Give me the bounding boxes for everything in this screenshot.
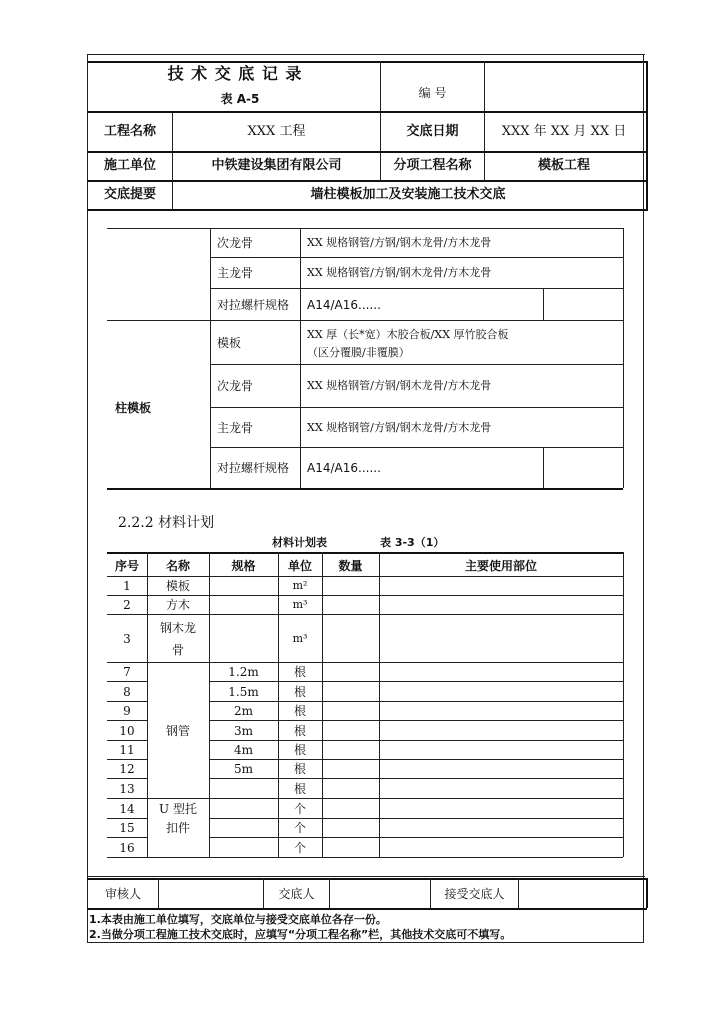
reviewer-label: 审核人 — [104, 887, 141, 901]
material-name: U 型托 — [159, 801, 197, 816]
row-number: 13 — [119, 781, 135, 796]
spec-value: XX 规格钢管/方钢/钢木龙骨/方木龙骨 — [307, 266, 492, 279]
spec-value: XX 规格钢管/方钢/钢木龙骨/方木龙骨 — [307, 420, 492, 434]
material-unit: m² — [292, 579, 308, 592]
spec-value — [307, 326, 623, 362]
spec-value: A14/A16...... — [307, 297, 381, 312]
material-spec: 3m — [233, 723, 253, 738]
spec-value-line: （区分覆膜/非覆膜） — [307, 346, 410, 359]
section-heading: 2.2.2 材料计划 — [118, 515, 215, 531]
material-unit: 根 — [293, 723, 306, 738]
row-number: 9 — [123, 704, 131, 718]
row-number: 1 — [123, 579, 131, 593]
material-unit: 根 — [293, 781, 306, 796]
column-header: 数量 — [338, 558, 363, 573]
material-name-line: 钢木龙 — [159, 621, 196, 635]
material-table-caption: 材料计划表 — [272, 536, 327, 549]
column-header: 规格 — [231, 558, 256, 573]
material-unit: 根 — [293, 704, 306, 718]
number-value — [485, 62, 643, 111]
spec-value: A14/A16...... — [307, 461, 381, 475]
document-title: 技 术 交 底 记 录 — [167, 64, 303, 83]
row-number: 16 — [119, 840, 135, 855]
material-unit: 根 — [293, 743, 306, 757]
material-name: 模板 — [165, 579, 190, 593]
spec-item: 对拉螺杆规格 — [217, 297, 290, 312]
date-value: XXX 年 XX 月 XX 日 — [501, 123, 627, 139]
row-number: 10 — [119, 723, 135, 738]
note-2: 2.当做分项工程施工技术交底时，应填写“分项工程名称”栏，其他技术交底可不填写。 — [89, 928, 512, 941]
row-number: 14 — [119, 801, 135, 816]
column-header: 主要使用部位 — [464, 558, 537, 573]
material-unit: 个 — [293, 821, 306, 835]
unit-label: 施工单位 — [103, 158, 156, 173]
material-unit: m³ — [292, 598, 308, 611]
material-spec: 2m — [233, 704, 253, 718]
receiver-signature[interactable] — [519, 880, 643, 908]
discloser-label: 交底人 — [278, 887, 315, 901]
material-spec: 4m — [233, 743, 253, 757]
column-header: 单位 — [287, 558, 312, 573]
form-number: 表 A-5 — [220, 92, 260, 106]
date-label: 交底日期 — [406, 123, 459, 139]
column-header: 序号 — [114, 558, 139, 573]
material-spec: 1.2m — [228, 665, 259, 679]
column-header: 名称 — [165, 558, 190, 573]
row-number: 2 — [123, 598, 131, 612]
spec-value-line: XX 厚（长*宽）木胶合板/XX 厚竹胶合板 — [307, 328, 509, 341]
row-number: 8 — [123, 684, 131, 699]
summary-value: 墙柱模板加工及安装施工技术交底 — [310, 187, 506, 202]
spec-item: 模板 — [217, 335, 242, 350]
spec-item: 次龙骨 — [217, 236, 254, 250]
spec-value: XX 规格钢管/方钢/钢木龙骨/方木龙骨 — [307, 236, 492, 249]
spec-item: 次龙骨 — [217, 379, 254, 393]
discloser-signature[interactable] — [330, 880, 430, 908]
material-unit: 根 — [293, 684, 306, 699]
material-table-number: 表 3-3（1） — [380, 536, 445, 549]
material-name: 钢管 — [165, 723, 190, 738]
row-number: 11 — [119, 743, 135, 757]
material-spec: 5m — [233, 762, 253, 776]
number-label: 编 号 — [418, 86, 447, 100]
project-name-label: 工程名称 — [103, 123, 156, 139]
material-spec: 1.5m — [228, 684, 259, 699]
material-name: 方木 — [165, 598, 190, 612]
spec-item: 主龙骨 — [217, 266, 254, 280]
summary-label: 交底提要 — [103, 187, 156, 202]
material-unit: 个 — [293, 840, 306, 855]
row-number: 3 — [123, 631, 131, 646]
material-name-line: 骨 — [171, 643, 184, 657]
row-number: 12 — [119, 762, 135, 776]
spec-value: XX 规格钢管/方钢/钢木龙骨/方木龙骨 — [307, 379, 492, 392]
material-unit: 根 — [293, 665, 306, 679]
sub-project-value: 模板工程 — [537, 158, 590, 173]
material-unit: m³ — [292, 631, 308, 645]
reviewer-signature[interactable] — [159, 880, 263, 908]
row-number: 15 — [119, 821, 135, 835]
row-number: 7 — [123, 665, 131, 679]
material-unit: 个 — [293, 801, 306, 816]
note-1: 1.本表由施工单位填写，交底单位与接受交底单位各存一份。 — [89, 913, 387, 926]
unit-value: 中铁建设集团有限公司 — [211, 158, 342, 173]
material-unit: 根 — [293, 762, 306, 776]
material-name — [147, 617, 209, 661]
material-name: 扣件 — [165, 821, 190, 835]
spec-item: 主龙骨 — [217, 420, 254, 435]
spec-group-label: 柱模板 — [114, 401, 151, 415]
project-name-value: XXX 工程 — [247, 123, 306, 139]
spec-item: 对拉螺杆规格 — [217, 461, 290, 475]
receiver-label: 接受交底人 — [444, 887, 505, 901]
sub-project-label: 分项工程名称 — [393, 158, 472, 173]
